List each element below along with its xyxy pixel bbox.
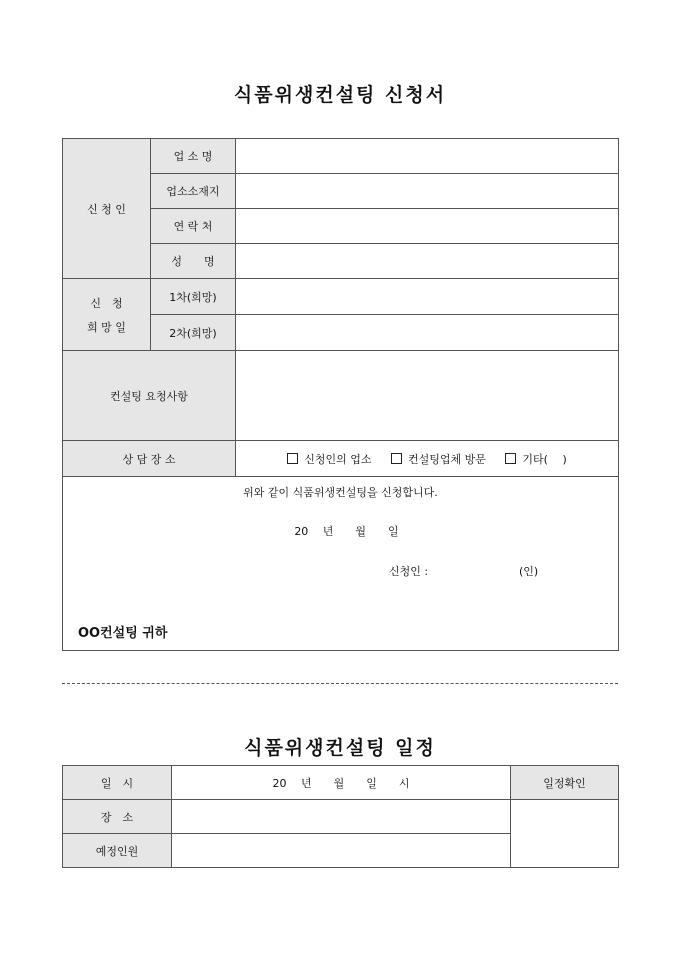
application-table (62, 138, 619, 651)
confirm-field[interactable] (511, 800, 619, 868)
place-field[interactable] (172, 800, 511, 834)
checkbox-own-business[interactable] (287, 453, 298, 464)
request-field[interactable] (236, 351, 619, 441)
desired-date-label-line1: 신 청 (90, 296, 123, 310)
second-choice-label: 2차(희망) (151, 315, 236, 351)
first-choice-field[interactable] (236, 279, 619, 315)
form-title: 식품위생컨설팅 신청서 (233, 84, 447, 106)
business-address-field[interactable] (236, 174, 619, 209)
date-line: 20 년 월 일 (294, 525, 399, 538)
name-label: 성 명 (151, 244, 236, 279)
contact-field[interactable] (236, 209, 619, 244)
datetime-field[interactable]: 20 년 월 일 시 (172, 766, 511, 800)
schedule-table (62, 765, 619, 868)
location-options (236, 441, 619, 477)
name-field[interactable] (236, 244, 619, 279)
checkbox-other[interactable] (505, 453, 516, 464)
business-address-label: 업소소재지 (151, 174, 236, 209)
declaration-area (63, 477, 619, 651)
business-name-label: 업 소 명 (151, 139, 236, 174)
addressee: OO컨설팅 귀하 (78, 626, 168, 641)
desired-date-label-line2: 희 망 일 (87, 320, 126, 334)
seal-mark: (인) (519, 565, 539, 578)
place-label: 장 소 (63, 800, 172, 834)
confirm-label: 일정확인 (511, 766, 619, 800)
statement: 위와 같이 식품위생컨설팅을 신청합니다. (243, 486, 438, 499)
option-own-business: 신청인의 업소 (304, 452, 372, 466)
option-other: 기타( ) (522, 452, 567, 466)
desired-date-label (63, 279, 151, 351)
business-name-field[interactable] (236, 139, 619, 174)
attendees-field[interactable] (172, 834, 511, 868)
cut-line (62, 683, 618, 684)
applicant-label: 신 청 인 (63, 139, 151, 279)
attendees-label: 예정인원 (63, 834, 172, 868)
first-choice-label: 1차(희망) (151, 279, 236, 315)
request-label: 컨설팅 요청사항 (63, 351, 236, 441)
checkbox-company-visit[interactable] (391, 453, 402, 464)
signer-label: 신청인 : (389, 565, 429, 578)
option-company-visit: 컨설팅업체 방문 (408, 452, 486, 466)
second-choice-field[interactable] (236, 315, 619, 351)
location-label: 상 담 장 소 (63, 441, 236, 477)
contact-label: 연 락 처 (151, 209, 236, 244)
schedule-title: 식품위생컨설팅 일정 (244, 737, 436, 759)
datetime-label: 일 시 (63, 766, 172, 800)
